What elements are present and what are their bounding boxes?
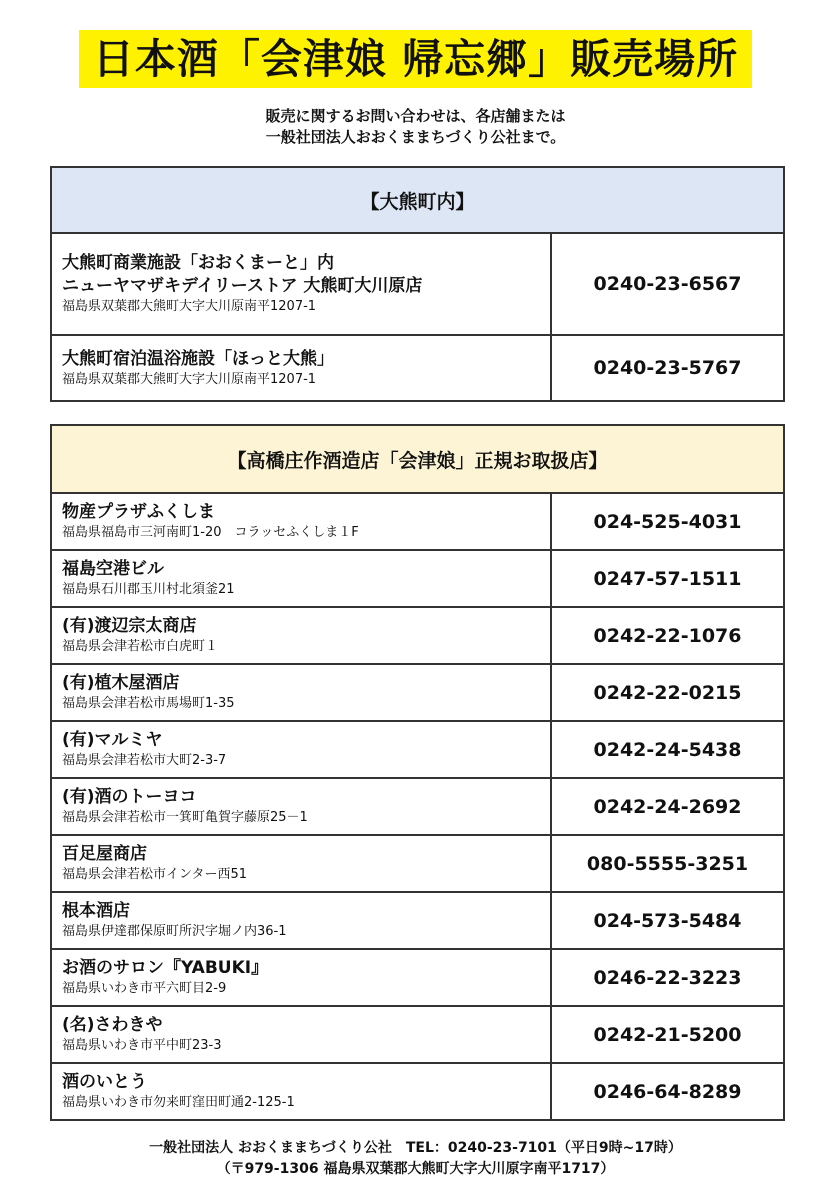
store-phone: 024-573-5484 <box>551 892 784 949</box>
table-row <box>51 835 784 892</box>
table-row <box>51 335 784 401</box>
table-row <box>51 493 784 550</box>
store-phone: 0246-22-3223 <box>551 949 784 1006</box>
store-address: 福島県福島市三河南町1-20 コラッセふくしま１F <box>62 525 359 540</box>
store-phone: 0242-24-2692 <box>551 778 784 835</box>
store-info <box>51 892 551 949</box>
store-info <box>51 664 551 721</box>
table-row <box>51 892 784 949</box>
store-phone: 0242-22-0215 <box>551 664 784 721</box>
store-name-sub: ニューヤマザキデイリーストア 大熊町大川原店 <box>62 276 423 296</box>
store-address: 福島県会津若松市白虎町１ <box>62 639 219 654</box>
store-name: 大熊町宿泊温浴施設「ほっと大熊」 <box>62 348 334 369</box>
store-phone: 0242-21-5200 <box>551 1006 784 1063</box>
section-retailers-header: 【高橋庄作酒造店「会津娘」正規お取扱店】 <box>51 425 784 493</box>
store-address: 福島県会津若松市一箕町亀賀字藤原25－1 <box>62 810 308 825</box>
page-title: 日本酒「会津娘 帰忘郷」販売場所 <box>79 30 752 88</box>
store-info <box>51 721 551 778</box>
store-address: 福島県会津若松市大町2-3-7 <box>62 753 227 768</box>
store-name: (有)渡辺宗太商店 <box>62 616 197 636</box>
table-row <box>51 1006 784 1063</box>
store-info <box>51 1063 551 1120</box>
store-phone: 0246-64-8289 <box>551 1063 784 1120</box>
store-info <box>51 233 551 335</box>
footer-line-1: 一般社団法人 おおくままちづくり公社 TEL：0240-23-7101（平日9時~17時） <box>149 1140 682 1156</box>
store-name: (名)さわきや <box>62 1015 163 1035</box>
table-row <box>51 550 784 607</box>
store-info <box>51 778 551 835</box>
store-phone: 0247-57-1511 <box>551 550 784 607</box>
table-row <box>51 778 784 835</box>
store-name: 百足屋商店 <box>62 844 147 864</box>
intro-text <box>0 106 831 148</box>
store-address: 福島県会津若松市インター西51 <box>62 867 248 882</box>
store-name: (有)マルミヤ <box>62 730 163 750</box>
section-retailers-table <box>50 424 785 1121</box>
store-address: 福島県会津若松市馬場町1-35 <box>62 696 235 711</box>
store-info <box>51 550 551 607</box>
store-info <box>51 949 551 1006</box>
store-info <box>51 335 551 401</box>
store-address: 福島県伊達郡保原町所沢字堀ノ内36-1 <box>62 924 287 939</box>
store-address: 福島県双葉郡大熊町大字大川原南平1207-1 <box>62 371 317 387</box>
store-phone: 0240-23-5767 <box>551 335 784 401</box>
section-okuma-header: 【大熊町内】 <box>51 167 784 233</box>
store-address: 福島県いわき市平六町目2-9 <box>62 981 227 996</box>
store-name: 大熊町商業施設「おおくまーと」内 <box>62 253 334 273</box>
store-info <box>51 493 551 550</box>
store-phone: 024-525-4031 <box>551 493 784 550</box>
store-address: 福島県双葉郡大熊町大字大川原南平1207-1 <box>62 299 317 314</box>
store-name: 福島空港ビル <box>62 559 164 579</box>
store-address: 福島県石川郡玉川村北須釜21 <box>62 582 235 597</box>
section-okuma-table <box>50 166 785 402</box>
table-row <box>51 1063 784 1120</box>
store-info <box>51 835 551 892</box>
intro-line-1: 販売に関するお問い合わせは、各店舗または <box>265 107 566 125</box>
footer-contact <box>0 1138 831 1180</box>
store-name: 物産プラザふくしま <box>62 502 215 522</box>
store-address: 福島県いわき市平中町23-3 <box>62 1038 222 1053</box>
store-name: 根本酒店 <box>62 901 130 921</box>
footer-line-2: （〒979-1306 福島県双葉郡大熊町大字大川原字南平1717） <box>216 1161 615 1177</box>
table-row <box>51 721 784 778</box>
store-name: (有)酒のトーヨコ <box>62 787 197 807</box>
store-name: (有)植木屋酒店 <box>62 673 180 693</box>
store-address: 福島県いわき市勿来町窪田町通2-125-1 <box>62 1095 295 1110</box>
table-row <box>51 233 784 335</box>
store-name: 酒のいとう <box>62 1072 147 1092</box>
store-phone: 0242-24-5438 <box>551 721 784 778</box>
store-phone: 080-5555-3251 <box>551 835 784 892</box>
store-info <box>51 607 551 664</box>
table-row <box>51 607 784 664</box>
table-row <box>51 664 784 721</box>
store-name: お酒のサロン『YABUKI』 <box>62 958 269 978</box>
intro-line-2: 一般社団法人おおくままちづくり公社まで。 <box>265 128 566 146</box>
table-row <box>51 949 784 1006</box>
store-phone: 0240-23-6567 <box>551 233 784 335</box>
store-phone: 0242-22-1076 <box>551 607 784 664</box>
store-info <box>51 1006 551 1063</box>
title-banner <box>0 30 831 88</box>
